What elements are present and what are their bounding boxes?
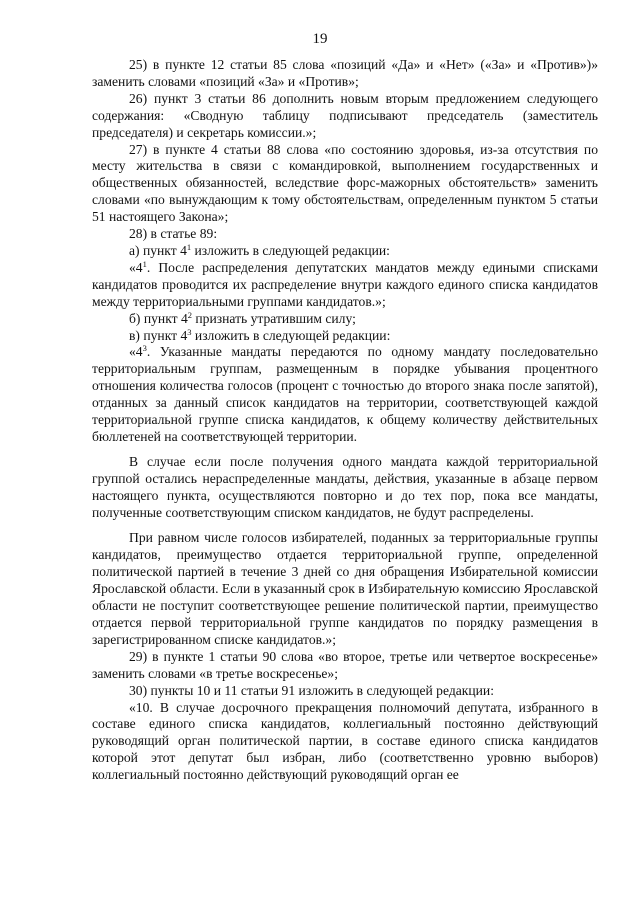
quote-point-4-1-text: . После распределения депутатских мандатов между едиными списками кандидатов проводится их распределение внутри каждого единого списка кандидатов между территориальными группами кандидатов.»; bbox=[92, 259, 598, 309]
quote-point-4-1-superscript: 1 bbox=[142, 258, 147, 269]
quote-point-4-3 bbox=[92, 344, 598, 445]
quote-point-4-1 bbox=[92, 260, 598, 311]
item-28: 28) в статье 89: bbox=[129, 226, 218, 242]
item-28-a bbox=[92, 243, 598, 260]
item-30: 30) пункты 10 и 11 статьи 91 изложить в следующей редакции: bbox=[129, 682, 494, 698]
item-28-c-text: в) пункт 4 bbox=[129, 327, 188, 343]
item-28-b-superscript: 2 bbox=[187, 309, 192, 320]
item-28-c-tail: изложить в следующей редакции: bbox=[191, 327, 391, 343]
item-27: 27) в пункте 4 статьи 88 слова «по состоянию здоровья, из-за отсутствия по месту жительства в связи с командировкой, выполнением государственных и общественных обязанностей, вследствие форс-мажорных обстоятельств» заменить словами «по вынуждающим к тому обстоятельствам, определенным пунктом 5 статьи 51 настоящего Закона»; bbox=[92, 141, 598, 225]
quote-point-4-3-lead: «4 bbox=[129, 344, 143, 360]
item-28-c-superscript: 3 bbox=[187, 326, 192, 337]
item-29: 29) в пункте 1 статьи 90 слова «во второе, третье или четвертое воскресенье» заменить словами «в третье воскресенье»; bbox=[92, 648, 598, 681]
item-28-a-text: а) пункт 4 bbox=[129, 242, 187, 258]
quote-point-4-3-text: . Указанные мандаты передаются по одному мандату последовательно территориальным группам, размещенным в порядке убывания процентного отношения количества голосов (процент с точностью до второго знака после запятой), отданных за данный список кандидатов на территории, соответствующей каждой территориальной группе списка кандидатов, к общему количеству действительных бюллетеней на соответствующей территории. bbox=[92, 344, 598, 444]
quote-point-4-3-superscript: 3 bbox=[142, 343, 147, 354]
item-28-b-tail: признать утратившим силу; bbox=[192, 310, 356, 326]
quote-point-10: «10. В случае досрочного прекращения полномочий депутата, избранного в составе единого списка кандидатов, коллегиальный постоянно действующий руководящий орган политической партии, в составе единого списка кандидатов которой этот депутат был избран, либо (соответственно уровню выборов) коллегиальный постоянно действующий руководящий орган ее bbox=[92, 699, 598, 783]
item-28-c bbox=[92, 328, 598, 345]
page-number: 19 bbox=[312, 31, 328, 47]
quote-point-4-1-lead: «4 bbox=[129, 259, 143, 275]
item-26: 26) пункт 3 статьи 86 дополнить новым вторым предложением следующего содержания: «Сводную таблицу подписывают председатель (заместитель председателя) и секретарь комиссии.»; bbox=[92, 90, 598, 140]
item-28-b-text: б) пункт 4 bbox=[129, 310, 188, 326]
paragraph-remaining-mandates: В случае если после получения одного мандата каждой территориальной группой остались нераспределенные мандаты, действия, указанные в абзаце первом настоящего пункта, осуществляются повторно и до тех пор, пока все мандаты, полученные соответствующим списком кандидатов, не будут распределены. bbox=[92, 454, 598, 521]
paragraph-equal-votes: При равном числе голосов избирателей, поданных за территориальные группы кандидатов, преимущество отдается территориальной группе, определенной политической партией в течение 3 дней со дня обращения Избирательной комиссии Ярославской области. Если в указанный срок в Избирательную комиссию Ярославской области не поступит соответствующее решение политической партии, преимущество отдается первой территориальной группе кандидатов по порядку размещения в зарегистрированном списке кандидатов.»; bbox=[92, 530, 598, 647]
item-25: 25) в пункте 12 статьи 85 слова «позиций «Да» и «Нет» («За» и «Против»)» заменить словами «позиций «За» и «Против»; bbox=[92, 57, 598, 89]
document-body bbox=[92, 57, 598, 784]
item-28-a-superscript: 1 bbox=[186, 241, 192, 252]
item-28-b bbox=[92, 311, 598, 328]
item-28-a-tail: изложить в следующей редакции: bbox=[191, 242, 390, 258]
